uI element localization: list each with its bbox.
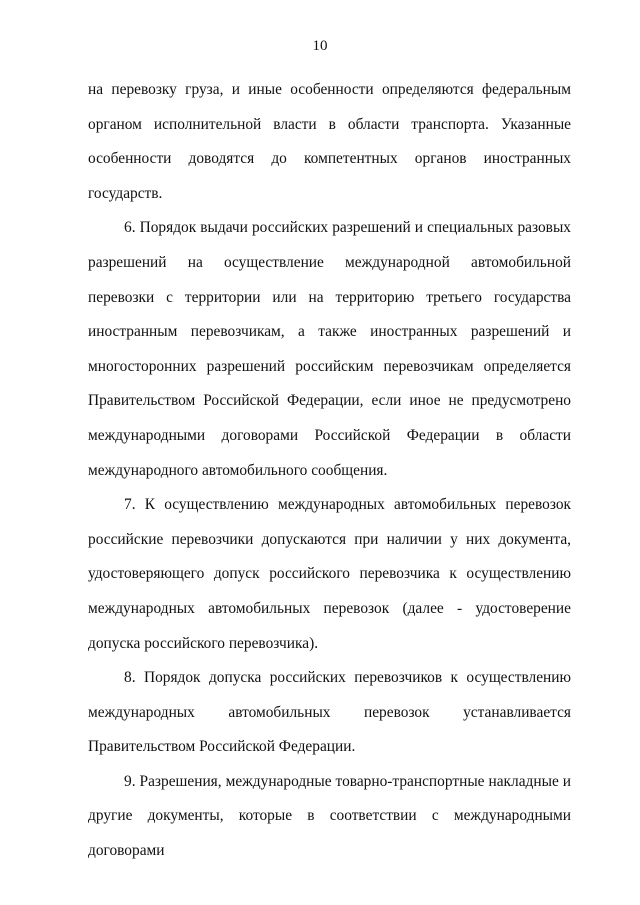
paragraph-item-7: 7. К осуществлению международных автомобильных перевозок российские перевозчики допускаются при наличии у них документа, удостоверяющего допуск российского перевозчика к осуществлению международных автомобильных перевозок (далее - удостоверение допуска российского перевозчика).: [88, 496, 571, 652]
paragraph-item-6: 6. Порядок выдачи российских разрешений и специальных разовых разрешений на осуществление международной автомобильной перевозки с территории или на территорию третьего государства иностранным перевозчикам, а также иностранных разрешений и многосторонних разрешений российским перевозчикам определяется Правительством Российской Федерации, если иное не предусмотрено международными договорами Российской Федерации в области международного автомобильного сообщения.: [88, 219, 571, 479]
paragraph-item-8: 8. Порядок допуска российских перевозчиков к осуществлению международных автомобильных перевозок устанавливается Правительством Российской Федерации.: [88, 669, 571, 756]
paragraph-continuation: на перевозку груза, и иные особенности определяются федеральным органом исполнительной власти в области транспорта. Указанные особенности доводятся до компетентных органов иностранных государств.: [88, 81, 571, 202]
document-body: [88, 73, 571, 869]
page-number: 10: [312, 38, 328, 54]
paragraph-item-9: 9. Разрешения, международные товарно-транспортные накладные и другие документы, которые в соответствии с международными договорами: [88, 772, 571, 860]
